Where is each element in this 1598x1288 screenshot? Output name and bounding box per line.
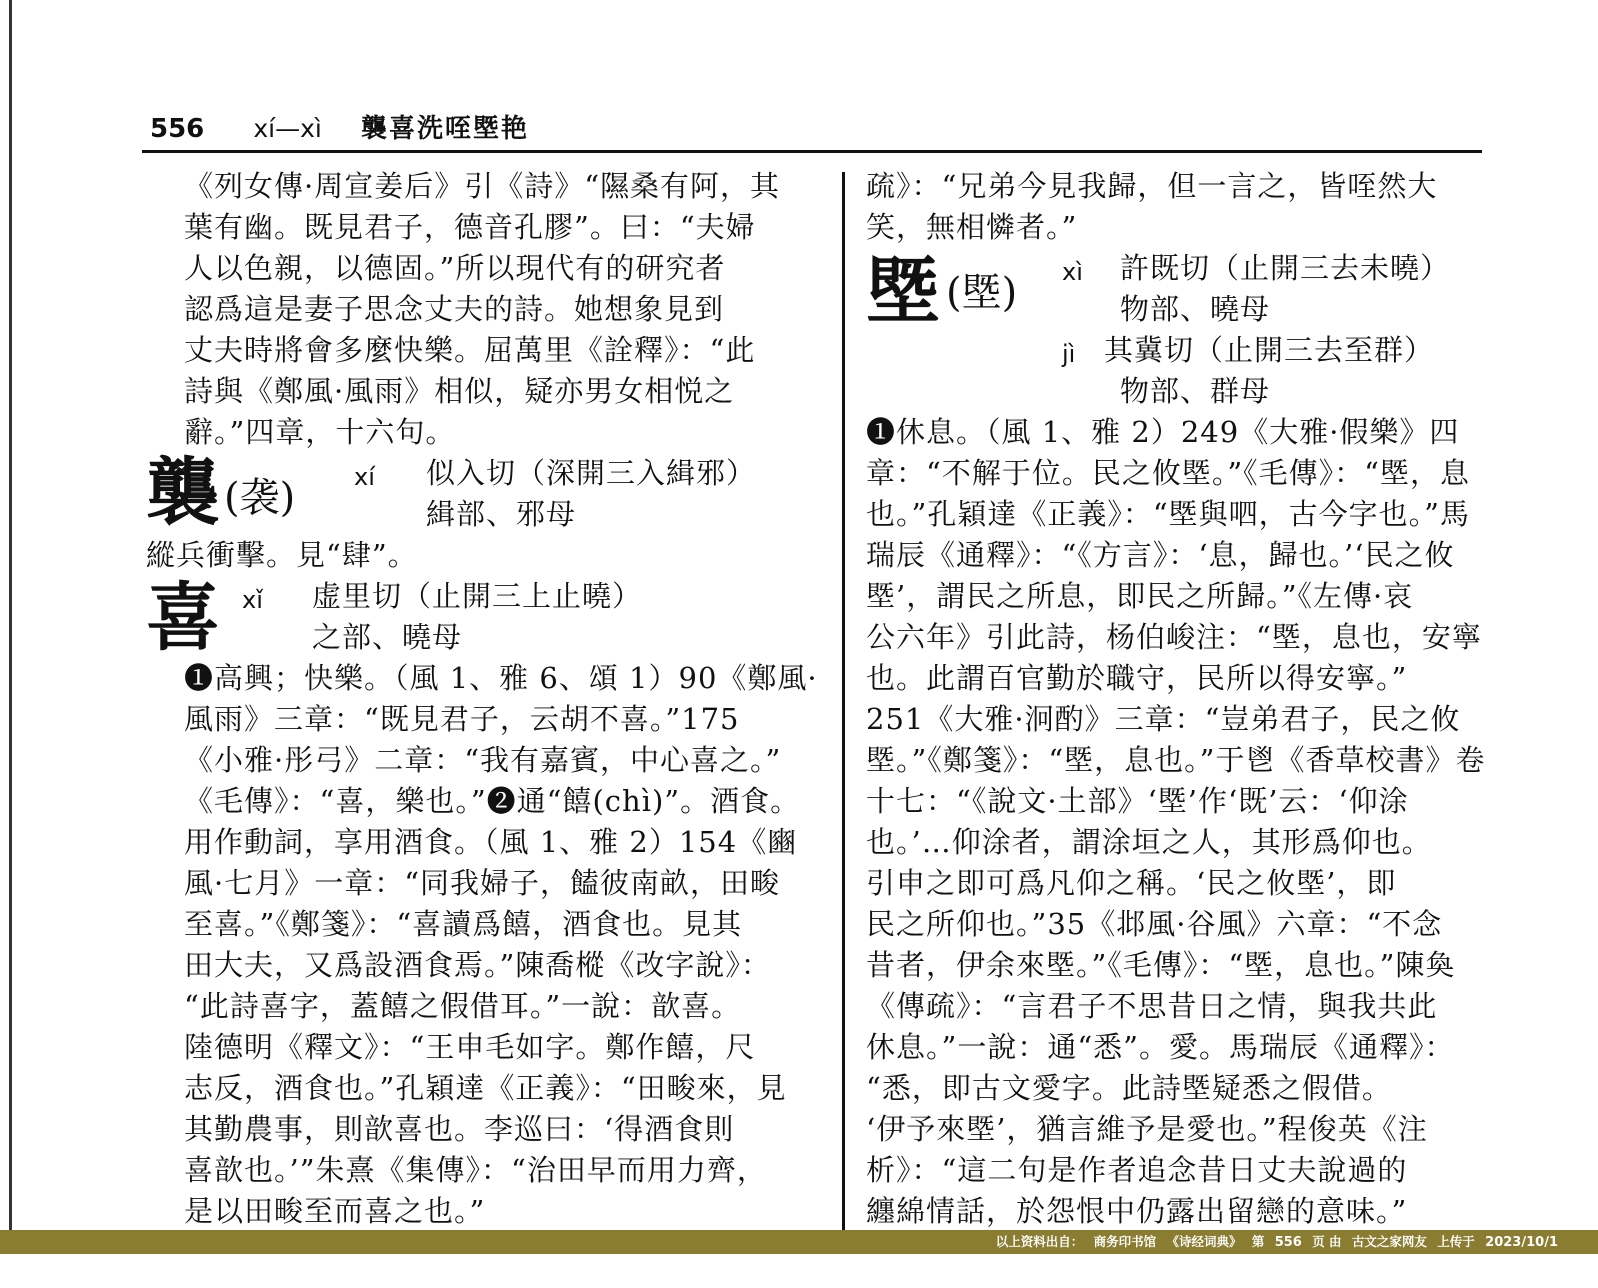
footer-page-number: 556 [1274, 1235, 1302, 1250]
page-number: 556 [150, 114, 205, 144]
text-line: 析》：“這二句是作者追念昔日丈夫說過的 [866, 1153, 1408, 1187]
text-line: 人以色親，以德固。”所以現代有的研究者 [184, 251, 726, 285]
rhyme-initial: 物部、曉母 [1120, 292, 1271, 326]
headword-entry-xi-joy [146, 575, 826, 661]
headword-char: 塈 [866, 249, 940, 335]
text-line: 公六年》引此詩，杨伯峻注：“塈，息也，安寧 [866, 620, 1482, 654]
footer-source-label: 以上资料出自： [995, 1234, 1084, 1249]
text-line: 用作動詞，享用酒食。（風 1、雅 2）154《豳 [184, 825, 798, 859]
text-line: 休息。”一說：通“悉”。愛。馬瑞辰《通釋》： [866, 1030, 1455, 1064]
text-line: 十七：“《說文·土部》‘塈’作‘既’云：‘仰涂 [866, 784, 1409, 818]
source-footer-bar [0, 1230, 1598, 1254]
text-line: 《小雅·彤弓》二章：“我有嘉賓，中心喜之。” [184, 743, 782, 777]
text-line: 塈’，謂民之所息，即民之所歸。”《左傳·哀 [866, 579, 1414, 613]
text-line: 也。此謂百官勤於職守，民所以得安寧。” [866, 661, 1408, 695]
text-line: “悉，即古文愛字。此詩塈疑悉之假借。 [866, 1071, 1392, 1105]
text-line: 纏綿情話，於怨恨中仍露出留戀的意味。” [866, 1194, 1408, 1228]
headword-pinyin: xí [354, 463, 375, 491]
headword-variant: (袭) [224, 475, 296, 521]
page-header [150, 108, 529, 152]
headword-pinyin: xǐ [242, 586, 263, 614]
text-line: ❶休息。（風 1、雅 2）249《大雅·假樂》四 [866, 415, 1460, 449]
footer-publisher: 商务印书馆 [1093, 1234, 1157, 1249]
header-characters: 襲喜洗咥塈艳 [360, 114, 529, 144]
header-divider [142, 150, 1482, 153]
text-line: 至喜。”《鄭箋》：“喜讀爲饎，酒食也。見其 [184, 907, 743, 941]
text-line: 疏》：“兄弟今見我歸，但一言之，皆咥然大 [866, 169, 1438, 203]
headword-entry-xi-xi [146, 450, 826, 536]
fanqie-pronunciation: 許既切（止開三去未曉） [1120, 251, 1451, 285]
text-line: “此詩喜字，蓋饎之假借耳。”一說：歆喜。 [184, 989, 742, 1023]
page-edge-line [9, 0, 12, 1250]
fanqie-pronunciation: 其冀切（止開三去至群） [1104, 333, 1435, 367]
footer-uploader: 古文之家网友 [1351, 1234, 1427, 1249]
footer-book-title: 《诗经词典》 [1166, 1234, 1242, 1249]
rhyme-initial: 物部、群母 [1120, 374, 1271, 408]
text-line: 也。’…仰涂者，謂涂垣之人，其形爲仰也。 [866, 825, 1432, 859]
definition-line: 縱兵衝擊。見“肆”。 [146, 538, 418, 572]
text-line: 志反，酒食也。”孔穎達《正義》：“田畯來，見 [184, 1071, 787, 1105]
text-line: 《毛傳》：“喜，樂也。”❷通“饎(chì)”。酒食。 [184, 784, 801, 818]
rhyme-initial: 之部、曉母 [312, 620, 463, 654]
headword-variant: (塈) [946, 270, 1018, 316]
text-line: 喜歆也。’”朱熹《集傳》：“治田早而用力齊， [184, 1153, 767, 1187]
text-line: 塈。”《鄭箋》：“塈，息也。”于鬯《香草校書》卷 [866, 743, 1486, 777]
text-line: 引申之即可爲凡仰之稱。‘民之攸塈’，即 [866, 866, 1397, 900]
column-divider [842, 172, 845, 1232]
fanqie-pronunciation: 虚里切（止開三上止曉） [312, 579, 643, 613]
right-column [866, 166, 1486, 1232]
headword-entry-xi-ji [866, 248, 1486, 412]
left-column [146, 166, 826, 1232]
text-line: 田大夫，又爲設酒食焉。”陳喬樅《改字說》： [184, 948, 771, 982]
footer-page-suffix: 页 由 [1312, 1234, 1342, 1249]
text-line: 《列女傳·周宣姜后》引《詩》“隰桑有阿，其 [184, 169, 781, 203]
text-line: ‘伊予來塈’，猶言維予是愛也。”程俊英《注 [866, 1112, 1428, 1146]
fanqie-pronunciation: 似入切（深開三入緝邪） [426, 456, 757, 490]
headword-pinyin: jì [1062, 340, 1076, 368]
text-line: ❶高興；快樂。（風 1、雅 6、頌 1）90《鄭風· [184, 661, 818, 695]
text-line: 瑞辰《通釋》：“《方言》：‘息，歸也。’‘民之攸 [866, 538, 1455, 572]
footer-page-prefix: 第 [1251, 1234, 1265, 1249]
footer-upload-label: 上传于 [1437, 1234, 1475, 1249]
rhyme-initial: 緝部、邪母 [426, 497, 577, 531]
text-line: 也。”孔穎達《正義》：“塈與呬，古今字也。”馬 [866, 497, 1470, 531]
headword-char: 喜 [146, 575, 220, 661]
headword-char: 襲 [146, 450, 220, 536]
text-line: 章：“不解于位。民之攸塈。”《毛傳》：“塈，息 [866, 456, 1470, 490]
text-line: 昔者，伊余來塈。”《毛傳》：“塈，息也。”陳奐 [866, 948, 1456, 982]
text-line: 辭。”四章，十六句。 [184, 415, 456, 449]
text-line: 其勤農事，則歆喜也。李巡曰：‘得酒食則 [184, 1112, 735, 1146]
text-line: 《傳疏》：“言君子不思昔日之情，與我共此 [866, 989, 1438, 1023]
footer-upload-date: 2023/10/1 [1485, 1235, 1558, 1250]
text-line: 風雨》三章：“既見君子，云胡不喜。”175 [184, 702, 740, 736]
text-line: 笑，無相憐者。” [866, 210, 1078, 244]
text-line: 詩與《鄭風·風雨》相似，疑亦男女相悦之 [184, 374, 735, 408]
text-line: 陸德明《釋文》：“王申毛如字。鄭作饎，尺 [184, 1030, 756, 1064]
text-line: 葉有幽。既見君子，德音孔膠”。曰：“夫婦 [184, 210, 756, 244]
text-line: 丈夫時將會多麼快樂。屈萬里《詮釋》：“此 [184, 333, 756, 367]
headword-pinyin: xì [1062, 258, 1083, 286]
text-line: 認爲這是妻子思念丈夫的詩。她想象見到 [184, 292, 725, 326]
text-line: 251《大雅·泂酌》三章：“豈弟君子，民之攸 [866, 702, 1461, 736]
pinyin-range: xí—xì [253, 114, 322, 143]
text-line: 民之所仰也。”35《邶風·谷風》六章：“不念 [866, 907, 1443, 941]
text-line: 風·七月》一章：“同我婦子，饁彼南畝，田畯 [184, 866, 781, 900]
text-line: 是以田畯至而喜之也。” [184, 1194, 486, 1228]
